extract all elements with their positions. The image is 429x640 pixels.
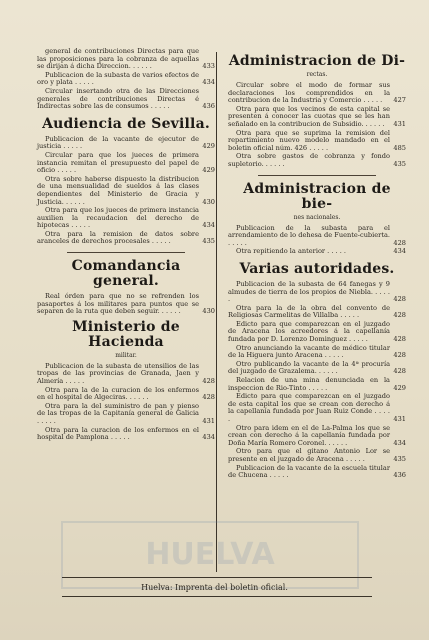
entry-text: Publicacion de la subasta de utensilios de las tropas de las provincias de Granada, Jaen y Almería . . . . . bbox=[37, 361, 199, 386]
heading-administracion-bienes: Administracion de bie- bbox=[243, 180, 391, 212]
index-entry bbox=[37, 48, 215, 71]
page-number: 428 bbox=[393, 295, 406, 304]
page-number: 428 bbox=[202, 377, 215, 386]
entry-text: Otra para la remision de datos sobre aranceles de derechos procesales . . . . . bbox=[37, 229, 199, 246]
footer-top-rule bbox=[62, 577, 372, 578]
index-entry bbox=[37, 427, 215, 442]
page-number: 435 bbox=[393, 159, 406, 168]
entry-text: Publicacion de la vacante de la escuela titular de Chucena . . . . . bbox=[228, 463, 390, 480]
entry-text: Otra para la curacion de los enfermos en el hospital de Pamplona . . . . . bbox=[37, 425, 199, 442]
entry-text: Otra repitiendo la anterior . . . . . bbox=[236, 247, 347, 256]
page-number: 428 bbox=[393, 311, 406, 320]
heading-administracion-directas: Administracion de Di- bbox=[228, 53, 406, 69]
page-number: 428 bbox=[393, 335, 406, 344]
entry-text: general de contribuciones Directas para que las proposiciones para la cobranza de aquellas se dirijan á dicha Direccion. . . . . . bbox=[37, 47, 199, 71]
index-entry bbox=[228, 393, 406, 423]
entry-text: Otra sobre haberse dispuesto la distribucion de una mensualidad de sueldos á las clases dependientes del Ministerio de Gracia y Justicia. . . . . . bbox=[37, 174, 199, 206]
page-number: 427 bbox=[393, 96, 406, 105]
index-entry bbox=[228, 305, 406, 320]
page-number: 430 bbox=[202, 307, 215, 316]
index-entry bbox=[228, 153, 406, 168]
index-entry bbox=[37, 387, 215, 402]
index-entry bbox=[37, 363, 215, 386]
index-entry bbox=[37, 293, 215, 316]
page-number: 431 bbox=[393, 119, 406, 128]
divider bbox=[67, 252, 185, 253]
entry-text: Otro publicando la vacante de la 4ª procuría del juzgado de Grazalema. . . . . . bbox=[228, 359, 390, 376]
subheading-militar: militar. bbox=[115, 351, 137, 359]
index-entry bbox=[37, 88, 215, 111]
svg-text:HUELVA: HUELVA bbox=[145, 537, 275, 572]
entry-text: Edicto para que comparezcan en el juzgado de Aracena los acreedores á la capellanía fundada por D. Lorenzo Dominguez . . . . . bbox=[228, 319, 390, 344]
directas-entries bbox=[228, 82, 406, 169]
page-number: 428 bbox=[202, 393, 215, 402]
page-number: 430 bbox=[202, 197, 215, 206]
index-entry bbox=[228, 321, 406, 344]
left-top-entries bbox=[37, 48, 215, 111]
entry-text: Circular insertando otra de las Direcciones generales de contribuciones Directas é Indirectas sobre las de consumos . . . . . bbox=[37, 86, 199, 111]
page-number: 431 bbox=[393, 415, 406, 423]
page-number: 434 bbox=[393, 438, 406, 447]
page-number: 428 bbox=[393, 367, 406, 376]
sevilla-entries bbox=[37, 136, 215, 246]
page-number: 434 bbox=[393, 247, 406, 256]
index-entry bbox=[228, 425, 406, 448]
page-number: 434 bbox=[202, 78, 215, 87]
varias-entries bbox=[228, 281, 406, 480]
entry-text: Otro anunciando la vacante de médico titular de la Higuera junto Aracena . . . . . bbox=[228, 343, 390, 360]
index-entry bbox=[228, 448, 406, 463]
entry-text: Relacion de una mina denunciada en la inspeccion de Rio-Tinto . . . . . bbox=[228, 376, 390, 392]
entry-text: Otra para la del suministro de pan y pienso de las tropas de la Capitanía general de Galicia . . . . . bbox=[37, 401, 199, 425]
page-number: 436 bbox=[202, 102, 215, 111]
entry-text: Otra para que los jueces de primera instancia auxilien la recaudacion del derecho de hipotecas . . . . . bbox=[37, 206, 199, 230]
index-entry bbox=[37, 403, 215, 426]
entry-text: Publicacion de la vacante de ejecutor de justicia . . . . . bbox=[37, 134, 199, 151]
entry-text: Otra para que se suprima la remision del repartimiento nuevo modelo mandado en el boletin oficial núm. 426 . . . . . bbox=[228, 128, 390, 152]
divider bbox=[258, 175, 376, 176]
index-entry bbox=[228, 465, 406, 480]
entry-text: Real órden para que no se refrenden los pasaportes á los militares para puntos que se separen de la ruta que deben seguir. . . . . . bbox=[37, 292, 199, 316]
heading-comandancia-general: Comandancia general. bbox=[71, 258, 181, 290]
footer-bottom-rule bbox=[62, 596, 372, 597]
column-divider bbox=[216, 52, 217, 572]
subheading-rectas: rectas. bbox=[306, 71, 328, 78]
page-number: 429 bbox=[202, 142, 215, 151]
page-number: 429 bbox=[393, 383, 406, 392]
page-number: 429 bbox=[202, 166, 215, 175]
comandancia-entries bbox=[37, 293, 215, 316]
hacienda-entries bbox=[37, 363, 215, 442]
heading-audiencia-sevilla: Audiencia de Sevilla. bbox=[42, 115, 210, 132]
index-entry bbox=[228, 361, 406, 376]
index-entry bbox=[37, 72, 215, 87]
right-column bbox=[228, 54, 406, 481]
index-entry bbox=[228, 248, 406, 256]
entry-text: Circular sobre el modo de formar sus declaraciones los comprendidos en la contribucion de la Industria y Comercio . . . . . bbox=[228, 81, 390, 105]
page-number: 485 bbox=[393, 143, 406, 152]
left-column bbox=[37, 48, 215, 443]
index-entry bbox=[37, 136, 215, 151]
page-number: 434 bbox=[202, 433, 215, 442]
page-number: 435 bbox=[202, 237, 215, 246]
subheading-nes-nacionales: nes nacionales. bbox=[293, 213, 341, 221]
heading-ministerio-hacienda: Ministerio de Hacienda bbox=[72, 318, 180, 350]
index-entry bbox=[228, 281, 406, 304]
page-number: 435 bbox=[393, 454, 406, 463]
index-entry bbox=[228, 106, 406, 129]
index-entry bbox=[228, 225, 406, 248]
index-entry bbox=[228, 345, 406, 360]
entry-text: Circular para que los jueces de primera instancia remitan el presupuesto del papel de oficio . . . . . bbox=[37, 150, 199, 175]
entry-text: Publicacion de la subasta de 64 fanegas y 9 almudes de tierra de los propios de Niebla. . . . . . bbox=[228, 279, 390, 304]
page-number: 428 bbox=[393, 238, 406, 247]
entry-text: Otra para que los vecinos de esta capital se presenten á conocer las cuotas que se les han señalado en la contribucion de Subsidio. . . . . . bbox=[228, 104, 390, 128]
entry-text: Publicacion de la subasta de varios efectos de oro y plata . . . . . bbox=[37, 70, 199, 87]
index-entry bbox=[37, 207, 215, 230]
entry-text: Otro para que el gitano Antonio Lor se presente en el juzgado de Aracena . . . . . bbox=[228, 447, 390, 463]
entry-text: Otra para la de la obra del convento de Religiosas Carmelitas de Villalba . . . . . bbox=[228, 303, 390, 320]
library-stamp-watermark bbox=[60, 520, 360, 590]
bienes-entries bbox=[228, 225, 406, 256]
entry-text: Edicto para que comparezcan en el juzgado de esta capital los que se crean con derecho á la capellanía fundada por Juan Ruiz Conde . . . . . bbox=[228, 392, 390, 423]
page-number: 433 bbox=[202, 62, 215, 71]
page-number: 431 bbox=[202, 417, 215, 425]
entry-text: Otro para idem en el de La-Palma los que se crean con derecho á la capellanía fundada por Doña María Romero Coronel. . . . . . bbox=[228, 423, 390, 447]
index-entry bbox=[37, 231, 215, 246]
footer-imprint: Huelva: Imprenta del boletin oficial. bbox=[141, 583, 288, 592]
index-entry bbox=[228, 130, 406, 153]
index-entry bbox=[228, 377, 406, 392]
entry-text: Otra sobre gastos de cobranza y fondo supletorio. . . . . . bbox=[228, 152, 390, 168]
index-entry bbox=[37, 176, 215, 206]
heading-varias-autoridades: Varias autoridades. bbox=[239, 260, 395, 277]
page-number: 436 bbox=[393, 471, 406, 480]
page-number: 434 bbox=[202, 221, 215, 230]
page-number: 428 bbox=[393, 351, 406, 360]
entry-text: Otra para la de la curacion de los enfermos en el hospital de Algeciras. . . . . . bbox=[37, 385, 199, 402]
index-entry bbox=[228, 82, 406, 105]
index-entry bbox=[37, 152, 215, 175]
entry-text: Publicacion de la subasta para el arrendamiento de lo dehesa de Fuente-cubierta. . . . . . bbox=[228, 223, 390, 247]
